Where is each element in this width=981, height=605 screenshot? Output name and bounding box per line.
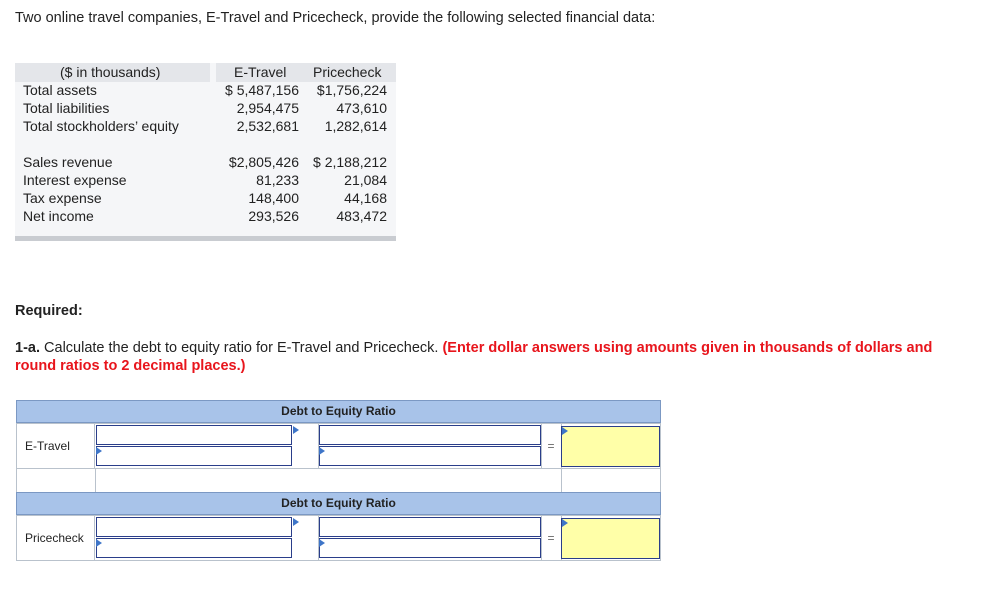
company-label: E-Travel xyxy=(17,424,95,468)
ratio-table-header: Debt to Equity Ratio xyxy=(16,400,661,423)
table-bottom-rule xyxy=(15,236,396,241)
equals-sign: = xyxy=(547,439,555,453)
dropdown-marker-icon xyxy=(96,447,102,455)
pricecheck-value: 44,168 xyxy=(344,190,387,206)
pricecheck-header: Pricecheck xyxy=(313,64,382,80)
etravel-value-input-2[interactable] xyxy=(319,446,541,466)
pricecheck-value: $ 2,188,212 xyxy=(313,154,387,170)
company-label: Pricecheck xyxy=(17,516,95,560)
row-label: Interest expense xyxy=(23,172,127,188)
row-label: Total assets xyxy=(23,82,97,98)
etravel-ratio-answer[interactable] xyxy=(561,426,660,467)
required-heading: Required: xyxy=(15,303,83,319)
row-label: Tax expense xyxy=(23,190,102,206)
etravel-label-input-2[interactable] xyxy=(319,425,541,445)
intro-text: Two online travel companies, E-Travel and Pricecheck, provide the following selected financial data: xyxy=(15,10,656,26)
task-instruction-note: (Enter dollar answers using amounts given in thousands of dollars and round ratios to 2 decimal places.) xyxy=(15,340,933,374)
dropdown-marker-icon xyxy=(562,519,568,527)
pricecheck-value: 21,084 xyxy=(344,172,387,188)
pricecheck-value: 1,282,614 xyxy=(324,118,387,134)
column-divider xyxy=(95,469,96,492)
dropdown-marker-icon xyxy=(293,518,299,526)
pricecheck-value-input-2[interactable] xyxy=(319,538,541,558)
row-label: Net income xyxy=(23,208,94,224)
etravel-value-input-1[interactable] xyxy=(96,446,292,466)
pricecheck-label-input-1[interactable] xyxy=(96,517,292,537)
financial-data-table xyxy=(15,63,396,241)
etravel-value: 2,954,475 xyxy=(236,100,299,116)
pricecheck-value: 473,610 xyxy=(336,100,387,116)
row-label: Total liabilities xyxy=(23,100,110,116)
dropdown-marker-icon xyxy=(96,539,102,547)
pricecheck-label-input-2[interactable] xyxy=(319,517,541,537)
pricecheck-value: $1,756,224 xyxy=(316,82,387,98)
column-divider xyxy=(561,469,562,492)
pricecheck-ratio-row xyxy=(16,515,661,561)
dropdown-marker-icon xyxy=(319,447,325,455)
spacer-row xyxy=(16,469,661,493)
dropdown-marker-icon xyxy=(319,539,325,547)
etravel-value: 148,400 xyxy=(248,190,299,206)
etravel-value: 81,233 xyxy=(256,172,299,188)
etravel-value: 2,532,681 xyxy=(236,118,299,134)
etravel-ratio-row xyxy=(16,423,661,469)
etravel-value: 293,526 xyxy=(248,208,299,224)
etravel-value: $2,805,426 xyxy=(228,154,299,170)
equals-sign: = xyxy=(547,531,555,545)
pricecheck-value: 483,472 xyxy=(336,208,387,224)
dropdown-marker-icon xyxy=(562,427,568,435)
task-number: 1-a. xyxy=(15,340,40,356)
etravel-label-input-1[interactable] xyxy=(96,425,292,445)
etravel-header: E-Travel xyxy=(234,64,287,80)
units-header: ($ in thousands) xyxy=(60,64,161,80)
row-label: Sales revenue xyxy=(23,154,113,170)
pricecheck-value-input-1[interactable] xyxy=(96,538,292,558)
pricecheck-ratio-answer[interactable] xyxy=(561,518,660,559)
etravel-value: $ 5,487,156 xyxy=(225,82,299,98)
row-label: Total stockholders’ equity xyxy=(23,118,179,134)
task-text: Calculate the debt to equity ratio for E-Travel and Pricecheck. xyxy=(40,340,443,356)
task-instructions xyxy=(15,339,965,375)
dropdown-marker-icon xyxy=(293,426,299,434)
ratio-table-header: Debt to Equity Ratio xyxy=(16,492,661,515)
